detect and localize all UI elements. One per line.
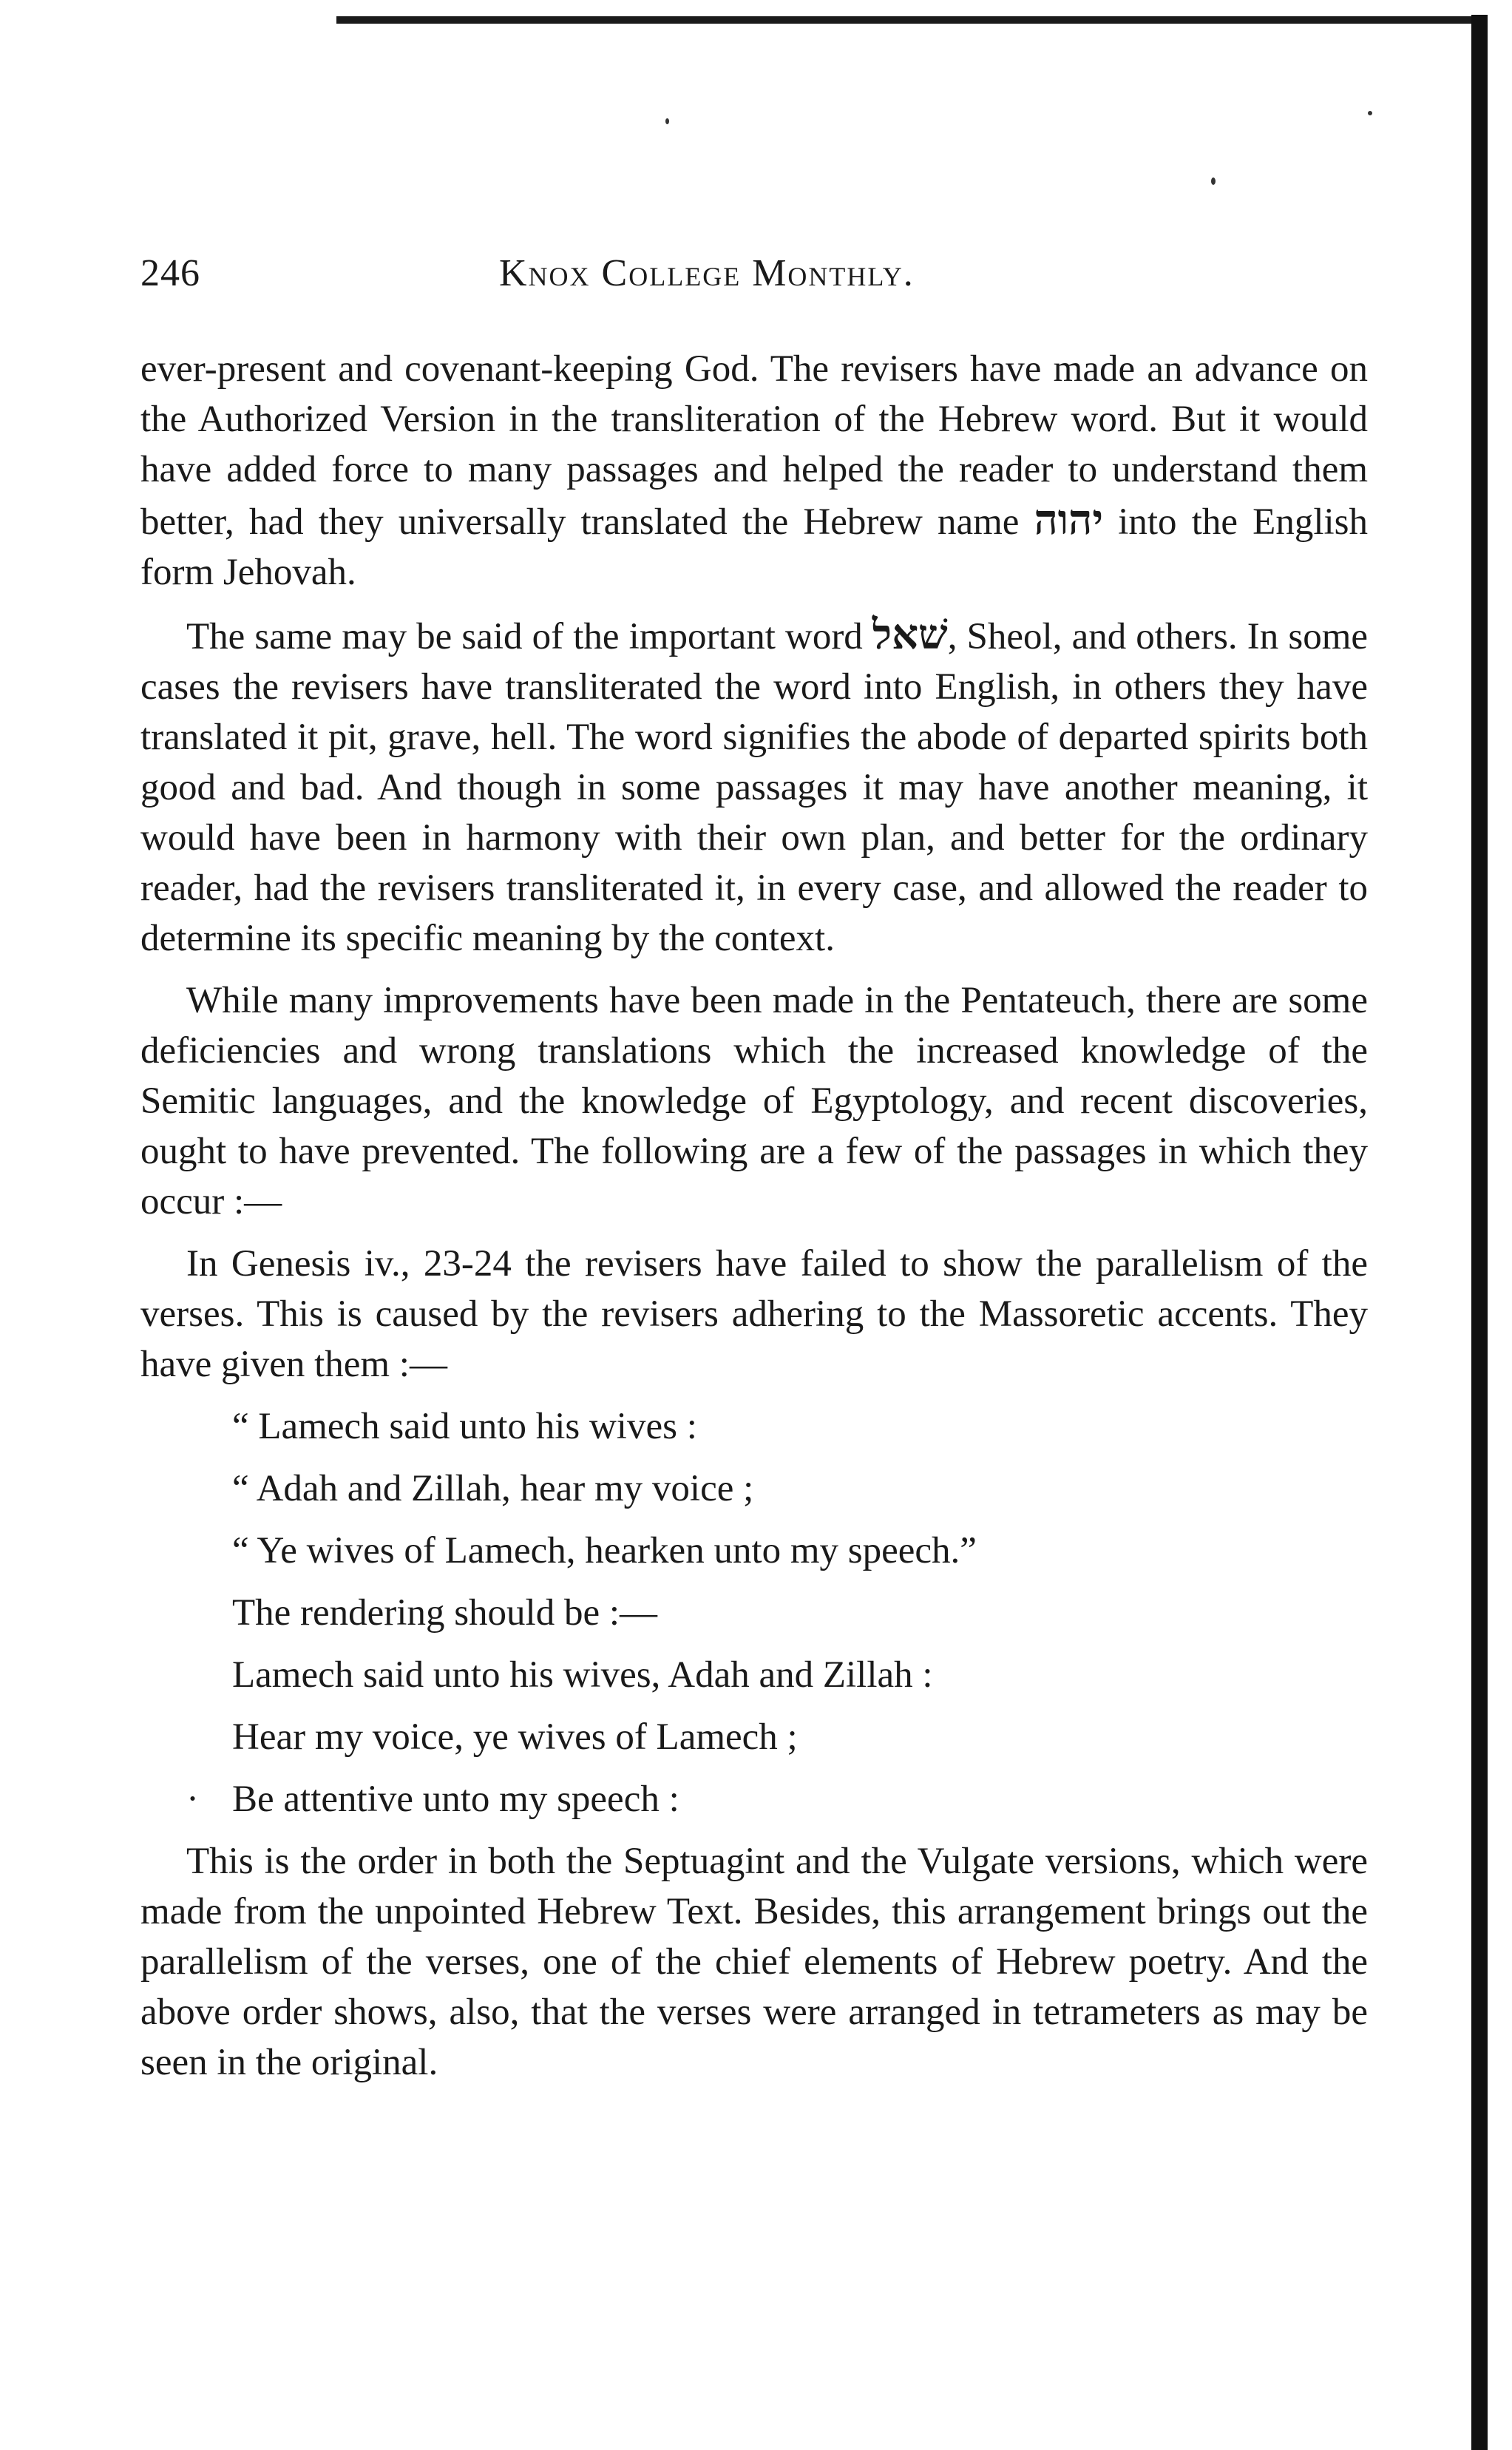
verse-line-with-bullet xyxy=(140,1774,1368,1824)
paragraph xyxy=(140,609,1368,964)
page-header xyxy=(140,251,1368,303)
rendering-intro: The rendering should be :— xyxy=(232,1592,658,1634)
verse-line: Lamech said unto his wives, Adah and Zillah : xyxy=(232,1654,933,1696)
verse-block-rendering xyxy=(140,1650,1368,1824)
paragraph: This is the order in both the Septuagint and the Vulgate versions, which were made from the unpointed Hebrew Text. Besides, this arrangement brings out the parallelism of the verses, one of the chief elements of Hebrew poetry. And the above order shows, also, that the verses were arranged in tetrameters as may be seen in the original. xyxy=(140,1841,1368,2083)
top-rule xyxy=(336,16,1475,24)
verse-line: “ Ye wives of Lamech, hearken unto my speech.” xyxy=(232,1530,977,1571)
paragraph-text: ever-present and covenant-keeping God. The revisers have made an advance on the Authorized Version in the transliteration of the Hebrew word. But it would have added force to many passages and helped the reader to understand them better, had they universally translated the Hebrew name xyxy=(140,348,1368,543)
verse-block-given xyxy=(140,1401,1368,1576)
paragraph xyxy=(140,344,1368,598)
paragraph-text: into the English form Jehovah. xyxy=(140,501,1369,593)
article-body xyxy=(140,344,1368,2099)
speck xyxy=(1368,111,1372,115)
paragraph: While many improvements have been made in the Pentateuch, there are some deficiencies and wrong translations which the increased knowledge of the Semitic languages, and the knowledge of Egyptology, and recent discoveries, ought to have prevented. The following are a few of the passages in which they occur :— xyxy=(140,980,1368,1222)
hebrew-word: שׁאל xyxy=(872,610,948,659)
paragraph: In Genesis iv., 23-24 the revisers have failed to show the parallelism of the verses. This is caused by the revisers adhering to the Massoretic accents. They have given them :— xyxy=(140,1243,1368,1385)
page-edge-shadow xyxy=(1471,15,1488,2450)
hebrew-word: יהוה xyxy=(1034,495,1104,544)
running-head: Knox College Monthly. xyxy=(499,252,915,294)
paragraph-text: , Sheol, and others. In some cases the revisers have transliterated the word into English, in others they have translated it pit, grave, hell. The word signifies the abode of departed spirits both good and bad. And though in some passages it may have another meaning, it would have been in harmony with their own plan, and better for the ordinary reader, had the revisers transliterated it, in every case, and allowed the reader to determine its specific meaning by the context. xyxy=(140,616,1369,959)
speck xyxy=(665,118,669,124)
verse-line: “ Adah and Zillah, hear my voice ; xyxy=(232,1468,754,1509)
verse-line: Hear my voice, ye wives of Lamech ; xyxy=(232,1716,798,1758)
bullet-mark: · xyxy=(186,1779,199,1820)
verse-line-text: Be attentive unto my speech : xyxy=(232,1779,679,1820)
page-number: 246 xyxy=(140,252,200,294)
verse-line: “ Lamech said unto his wives : xyxy=(232,1406,697,1447)
paragraph-text: The same may be said of the important word xyxy=(186,616,863,657)
speck xyxy=(1211,177,1216,185)
